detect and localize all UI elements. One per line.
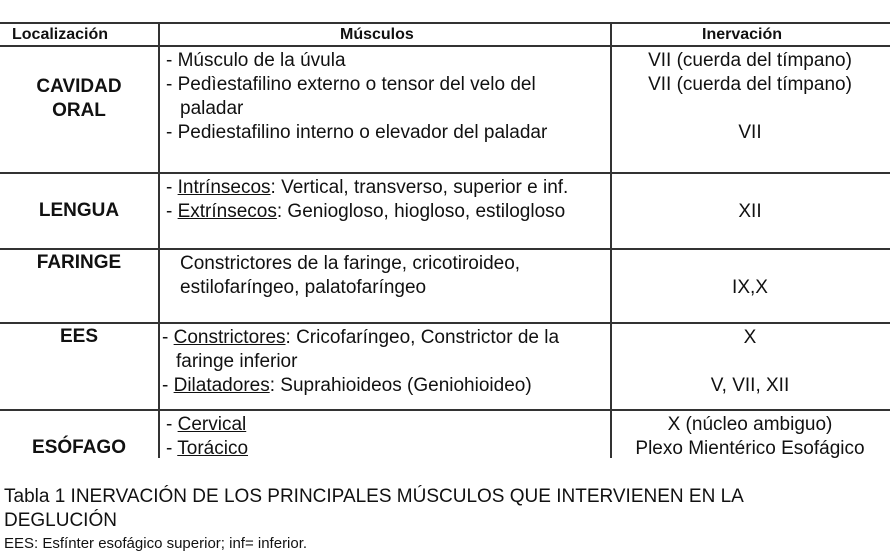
muscle-line: - Extrínsecos: Geniogloso, hiogloso, estilogloso xyxy=(166,201,566,222)
header-localizacion: Localización xyxy=(12,26,109,43)
col-divider-left xyxy=(158,22,160,458)
rule-row3-bottom xyxy=(0,322,890,324)
nerve-cell: X xyxy=(743,327,757,348)
nerve-cell: V, VII, XII xyxy=(710,375,790,396)
muscle-line: - Pediestafilino interno o elevador del paladar xyxy=(166,122,548,143)
nerve-cell: XII xyxy=(738,201,762,222)
header-inervacion: Inervación xyxy=(702,26,783,43)
nerve-cell: VII xyxy=(738,122,762,143)
loc-faringe: FARINGE xyxy=(36,252,122,273)
muscle-line: estilofaríngeo, palatofaríngeo xyxy=(180,277,427,298)
header-musculos: Músculos xyxy=(340,26,414,43)
muscle-line: - Intrínsecos: Vertical, transverso, superior e inf. xyxy=(166,177,569,198)
loc-ees: EES xyxy=(59,326,99,347)
muscle-line: - Músculo de la úvula xyxy=(166,50,346,71)
nerve-cell: X (núcleo ambiguo) xyxy=(667,414,833,435)
nerve-cell: VII (cuerda del tímpano) xyxy=(648,74,852,95)
table-caption: Tabla 1 INERVACIÓN DE LOS PRINCIPALES MÚSCULOS QUE INTERVIENEN EN LA DEGLUCIÓN xyxy=(4,486,744,531)
nerve-cell: IX,X xyxy=(732,277,768,298)
muscle-line: - Constrictores: Cricofaríngeo, Constrictor de la xyxy=(162,327,560,348)
muscle-line: paladar xyxy=(180,98,244,119)
nerve-cell: VII (cuerda del tímpano) xyxy=(648,50,852,71)
rule-header-bottom xyxy=(0,45,890,47)
muscle-line: - Pedìestafilino externo o tensor del velo del xyxy=(166,74,536,95)
rule-row2-bottom xyxy=(0,248,890,250)
loc-lengua: LENGUA xyxy=(38,200,120,221)
loc-esofago: ESÓFAGO xyxy=(32,437,126,458)
rule-row4-bottom xyxy=(0,409,890,411)
col-divider-right xyxy=(610,22,612,458)
abbreviation-note: EES: Esfínter esofágico superior; inf= inferior. xyxy=(4,535,308,552)
rule-row1-bottom xyxy=(0,172,890,174)
loc-cavidad-oral: CAVIDAD ORAL xyxy=(36,76,122,121)
nerve-cell: Plexo Mientérico Esofágico xyxy=(635,438,865,459)
muscle-line: - Cervical xyxy=(166,414,247,435)
rule-header-top xyxy=(0,22,890,24)
muscle-line: Constrictores de la faringe, cricotiroideo, xyxy=(180,253,521,274)
muscle-line: - Torácico xyxy=(166,438,249,459)
muscle-line: - Dilatadores: Suprahioideos (Geniohioideo) xyxy=(162,375,532,396)
muscle-line: faringe inferior xyxy=(176,351,298,372)
